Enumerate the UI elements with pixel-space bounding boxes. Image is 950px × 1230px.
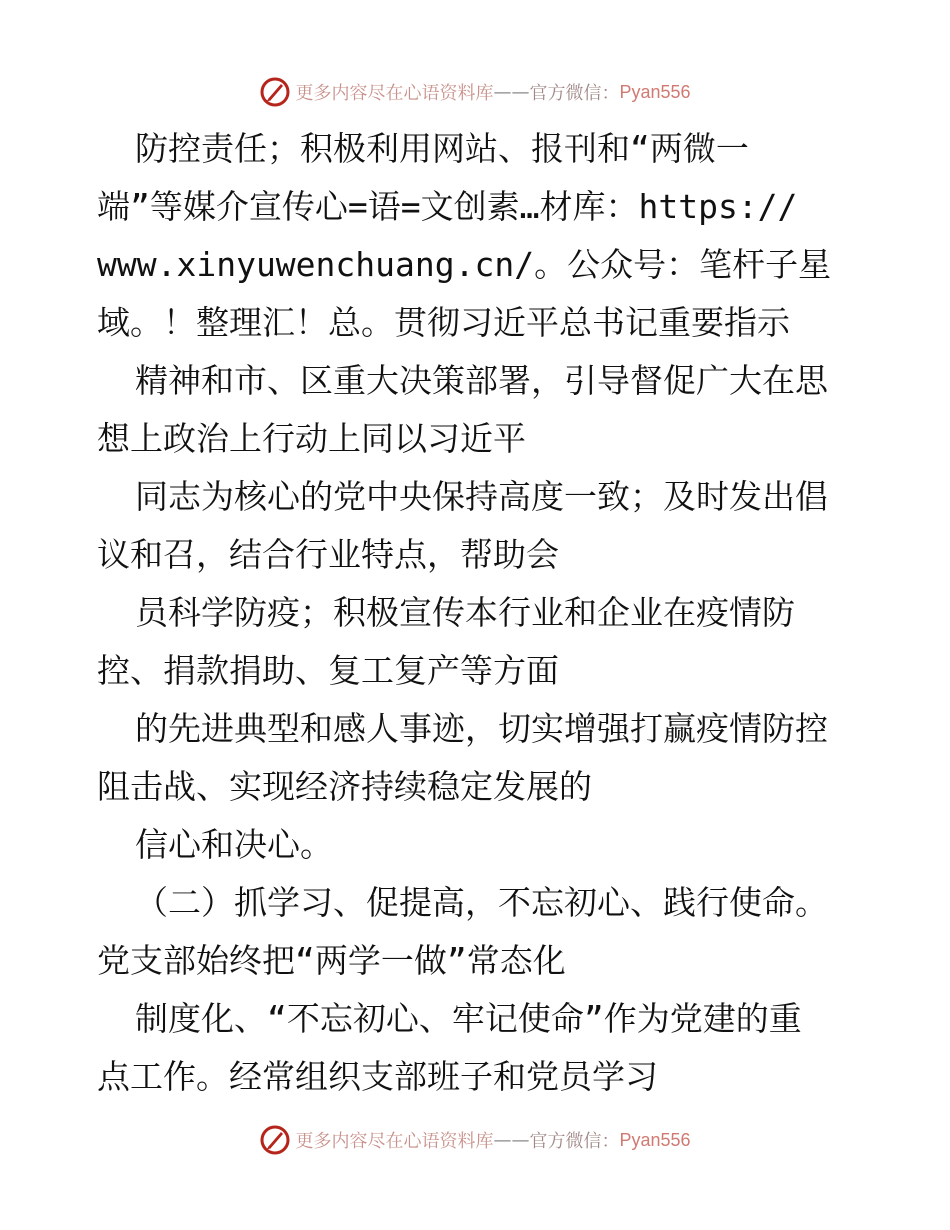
text-line: 精神和市、区重大决策部署，引导督促广大在思 xyxy=(135,361,828,400)
text-line: 制度化、“不忘初心、牢记使命”作为党建的重 xyxy=(135,999,802,1038)
watermark-wechat-label: 官方微信： xyxy=(529,83,620,104)
watermark-wechat-label: 官方微信： xyxy=(529,1131,620,1152)
text-line: www.xinyuwenchuang.cn/。公众号：笔杆子星 xyxy=(97,245,832,284)
watermark-wechat-id: Pyan556 xyxy=(619,81,691,102)
quill-logo-icon xyxy=(259,1124,291,1156)
header-watermark xyxy=(0,72,950,112)
text-line: 议和召，结合行业特点，帮助会 xyxy=(97,535,559,574)
text-line: 信心和决心。 xyxy=(135,825,333,864)
watermark-main-text: 更多内容尽在心语资料库 xyxy=(295,1131,494,1152)
text-line: 点工作。经常组织支部班子和党员学习 xyxy=(97,1057,658,1096)
text-line: 员科学防疫；积极宣传本行业和企业在疫情防 xyxy=(135,593,795,632)
text-line: 想上政治上行动上同以习近平 xyxy=(97,419,526,458)
text-line: 端”等媒介宣传心=语=文创素…材库：https:// xyxy=(97,187,798,226)
text-line: 党支部始终把“两学一做”常态化 xyxy=(97,941,566,980)
watermark-wechat-id: Pyan556 xyxy=(619,1129,691,1150)
footer-watermark xyxy=(0,1120,950,1160)
watermark-dash: —— xyxy=(493,81,530,103)
watermark-dash: —— xyxy=(493,1129,530,1151)
text-line: 防控责任；积极利用网站、报刊和“两微一 xyxy=(135,129,749,168)
text-line: 域。！整理汇！总。贯彻习近平总书记重要指示 xyxy=(97,303,790,342)
quill-logo-icon xyxy=(259,76,291,108)
section-heading-line: （二）抓学习、促提高，不忘初心、践行使命。 xyxy=(135,883,828,922)
text-line: 控、捐款捐助、复工复产等方面 xyxy=(97,651,559,690)
watermark-main-text: 更多内容尽在心语资料库 xyxy=(295,83,494,104)
body-text xyxy=(97,120,867,1106)
text-line: 的先进典型和感人事迹，切实增强打赢疫情防控 xyxy=(135,709,828,748)
text-line: 阻击战、实现经济持续稳定发展的 xyxy=(97,767,592,806)
text-line: 同志为核心的党中央保持高度一致；及时发出倡 xyxy=(135,477,828,516)
